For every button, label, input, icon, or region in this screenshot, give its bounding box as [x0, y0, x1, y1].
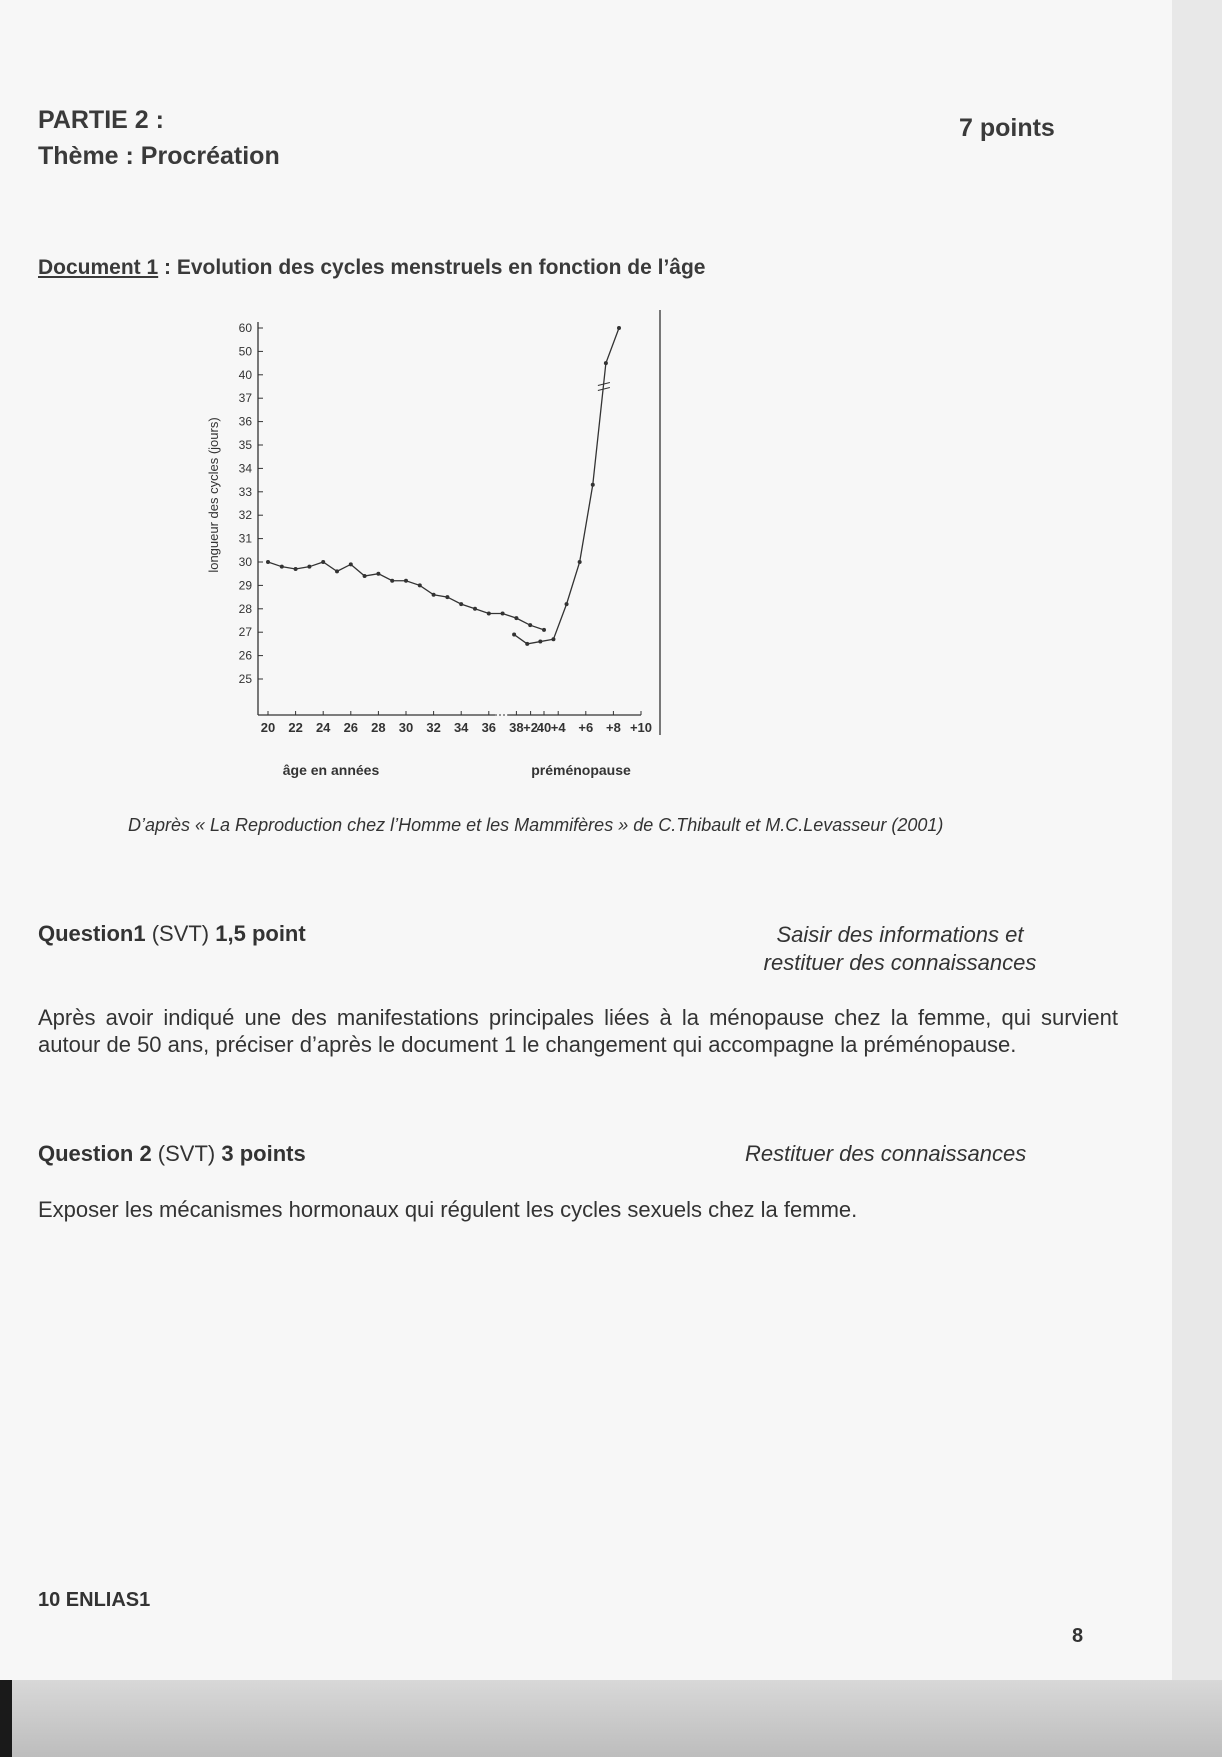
y-tick-label: 60: [238, 321, 252, 335]
question1-label: Question1: [38, 921, 146, 946]
axis-break-mark: [598, 388, 610, 391]
document-title-text: : Evolution des cycles menstruels en fonction de l’âge: [158, 256, 706, 279]
x-tick-label: +6: [578, 720, 594, 735]
x-tick-label: 38: [509, 720, 524, 735]
data-point-age: [349, 562, 353, 566]
data-point-age: [335, 569, 339, 573]
data-point-age: [514, 616, 518, 620]
scan-edge-bottom: [0, 1680, 1222, 1757]
x-tick-label: 26: [343, 720, 359, 735]
y-tick-label: 31: [238, 531, 252, 546]
chart-axes: [258, 310, 660, 735]
data-point-premenopause: [525, 642, 529, 646]
theme-heading: Thème : Procréation: [38, 142, 280, 170]
scan-edge-right: [1172, 0, 1222, 1757]
data-point-age: [487, 611, 491, 615]
data-point-age: [294, 567, 298, 571]
x-tick-label: 20: [260, 720, 276, 735]
y-tick-label: 37: [238, 391, 252, 406]
y-tick-label: 32: [238, 508, 252, 523]
data-point-premenopause: [604, 361, 608, 365]
question2-subject: (SVT): [151, 1141, 222, 1166]
y-axis-label: longueur des cycles (jours): [206, 417, 221, 573]
data-point-age: [528, 623, 532, 627]
question1-body: Après avoir indiqué une des manifestations principales liées à la ménopause chez la femme, qui survient autour de 50 ans, préciser d’après le document 1 le changement qui accompagne la préménopause.: [38, 1005, 1118, 1057]
x-axis-label-premenopause: préménopause: [531, 762, 631, 778]
partie-heading: PARTIE 2 :: [38, 106, 164, 134]
x-tick-label: 24: [315, 720, 331, 735]
data-point-premenopause: [578, 560, 582, 564]
document-label: Document 1: [38, 256, 159, 279]
data-point-premenopause: [512, 633, 516, 637]
y-tick-label: 34: [238, 461, 252, 476]
data-point-age: [321, 560, 325, 564]
y-tick-label: 36: [238, 414, 252, 429]
data-point-premenopause: [538, 640, 542, 644]
data-point-age: [432, 593, 436, 597]
data-point-premenopause: [591, 483, 595, 487]
y-tick-label: 25: [238, 672, 252, 686]
points-label: 7 points: [959, 114, 1055, 142]
question1-title: [38, 921, 306, 947]
y-axis-ticks: [239, 321, 263, 686]
x-tick-label: 34: [453, 720, 469, 735]
y-tick-label: 27: [238, 625, 252, 640]
data-point-age: [376, 572, 380, 576]
x-tick-label: 22: [288, 720, 303, 735]
y-tick-label: 35: [238, 438, 252, 452]
data-point-age: [445, 595, 449, 599]
question1-skill: Saisir des informations et restituer des connaissances: [763, 922, 1037, 975]
data-point-age: [418, 583, 422, 587]
exam-code: 10 ENLIAS1: [38, 1589, 151, 1611]
data-point-age: [459, 602, 463, 606]
data-point-premenopause: [617, 326, 621, 330]
y-tick-label: 33: [238, 484, 252, 499]
x-axis-label-age: âge en années: [282, 762, 380, 778]
chart-series: [266, 326, 621, 646]
x-tick-label: +8: [605, 720, 621, 735]
question1-points: 1,5 point: [215, 921, 306, 946]
data-point-age: [404, 579, 408, 583]
question2-label: Question 2: [38, 1141, 152, 1166]
y-tick-label: 28: [238, 601, 252, 616]
y-tick-label: 26: [238, 648, 252, 663]
data-point-premenopause: [565, 602, 569, 606]
x-tick-label: +10: [629, 720, 653, 735]
x-tick-label: 28: [371, 720, 386, 735]
y-tick-label: 40: [238, 367, 252, 382]
x-tick-label: +2: [523, 720, 539, 735]
data-point-age: [501, 611, 505, 615]
page-number: 8: [1072, 1625, 1084, 1647]
data-point-age: [363, 574, 367, 578]
x-tick-label: 36: [481, 720, 497, 735]
x-tick-label: 40: [536, 720, 552, 735]
data-point-age: [390, 579, 394, 583]
series-line-premenopause: [514, 328, 619, 644]
x-tick-label: 30: [398, 720, 414, 735]
x-tick-label: +4: [550, 720, 566, 735]
scan-edge-corner: [0, 1680, 12, 1757]
data-point-age: [542, 628, 546, 632]
series-line-age: [268, 562, 544, 630]
question2-title: [38, 1141, 306, 1167]
data-point-age: [280, 565, 284, 569]
x-tick-label: 32: [426, 720, 441, 735]
cycle-length-chart: [200, 310, 680, 790]
data-point-age: [307, 565, 311, 569]
data-point-premenopause: [551, 637, 555, 641]
data-point-age: [473, 607, 477, 611]
y-tick-label: 30: [238, 555, 252, 569]
y-tick-label: 50: [238, 344, 252, 359]
y-tick-label: 29: [238, 578, 252, 593]
question2-points: 3 points: [221, 1141, 306, 1166]
data-point-age: [266, 560, 270, 564]
source-citation: D’après « La Reproduction chez l’Homme et les Mammifères » de C.Thibault et M.C.Levasseur (2001): [128, 815, 944, 835]
document-title: [38, 256, 706, 280]
question2-skill: Restituer des connaissances: [745, 1141, 1027, 1166]
question2-body: Exposer les mécanismes hormonaux qui régulent les cycles sexuels chez la femme.: [38, 1197, 858, 1222]
question1-subject: (SVT): [145, 921, 216, 946]
